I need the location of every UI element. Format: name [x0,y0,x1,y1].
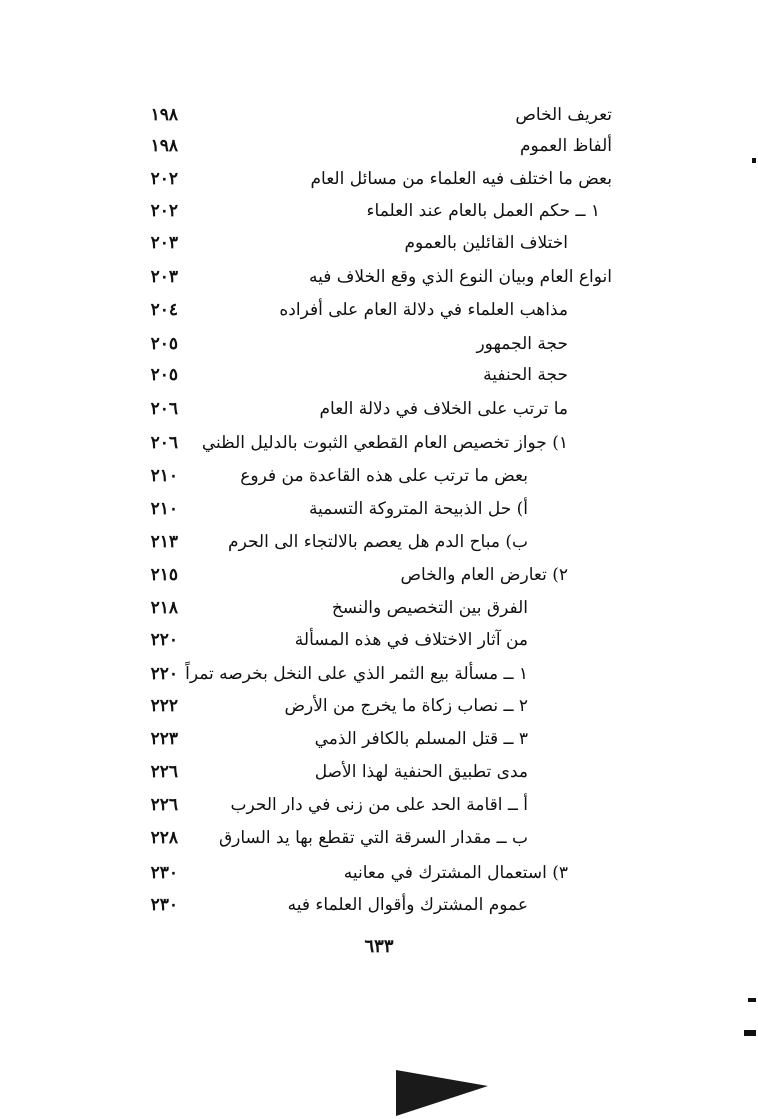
toc-entry-page: ٢٠٢ [150,169,178,189]
toc-entry-page: ١٩٨ [150,136,178,156]
toc-entry-title: اختلاف القائلين بالعموم [404,233,568,253]
toc-entry-page: ٢٢٠ [150,630,178,650]
scan-speck [752,158,756,163]
toc-entry [0,821,758,855]
toc-entry-page: ٢٣٠ [150,863,178,883]
toc-entry [0,459,758,493]
toc-entry-page: ٢٢٨ [150,828,178,848]
toc-entry-title: ألفاظ العموم [519,136,612,156]
toc-entry-title: مذاهب العلماء في دلالة العام على أفراده [279,300,568,320]
toc-entry [0,788,758,822]
toc-entry [0,558,758,592]
scan-shadow [396,1070,488,1116]
toc-entry-title: ٣ ــ قتل المسلم بالكافر الذمي [314,729,528,749]
toc-entry [0,689,758,723]
toc-entry-title: ٢) تعارض العام والخاص [400,565,568,585]
toc-entry [0,888,758,922]
toc-entry [0,722,758,756]
toc-entry-page: ٢٠٤ [150,300,178,320]
toc-entry-title: أ ــ اقامة الحد على من زنى في دار الحرب [230,795,528,815]
toc-entry-page: ١٩٨ [150,105,178,125]
toc-entry-page: ٢٢٢ [150,696,178,716]
toc-entry [0,856,758,890]
toc-entry-title: ب ــ مقدار السرقة التي تقطع بها يد السارق [218,828,528,848]
toc-entry-title: ٣) استعمال المشترك في معانيه [343,863,568,883]
toc-entry-page: ٢٠٥ [150,365,178,385]
toc-entry-title: ٢ ــ نصاب زكاة ما يخرج من الأرض [284,696,528,716]
toc-entry [0,98,758,132]
toc-entry [0,657,758,691]
toc-entry-title: انواع العام وبيان النوع الذي وقع الخلاف فيه [309,267,612,287]
toc-entry-title: ١) جواز تخصيص العام القطعي الثبوت بالدليل الظني [201,433,568,453]
toc-entry-page: ٢١٥ [150,565,178,585]
scan-speck [748,998,756,1002]
toc-entry-page: ٢٢٦ [150,762,178,782]
toc-entry-title: بعض ما ترتب على هذه القاعدة من فروع [240,466,528,486]
toc-entry [0,194,758,228]
toc-entry-title: ١ ــ مسألة بيع الثمر الذي على النخل بخرصه تمراً [185,664,528,684]
toc-entry-title: ب) مباح الدم هل يعصم بالالتجاء الى الحرم [228,532,528,552]
toc-entry-page: ٢٣٠ [150,895,178,915]
toc-entry-title: أ) حل الذبيحة المتروكة التسمية [308,499,528,519]
toc-entry [0,358,758,392]
toc-entry-title: بعض ما اختلف فيه العلماء من مسائل العام [310,169,612,189]
toc-entry-page: ٢٠٥ [150,334,178,354]
toc-entry [0,129,758,163]
scan-speck [744,1030,756,1036]
toc-entry-page: ٢١٣ [150,532,178,552]
toc-entry [0,492,758,526]
toc-entry-title: مدى تطبيق الحنفية لهذا الأصل [314,762,528,782]
toc-entry [0,293,758,327]
toc-entry-page: ٢١٠ [150,499,178,519]
toc-entry-page: ٢٢٠ [150,664,178,684]
toc-entry [0,623,758,657]
toc-entry-title: حجة الحنفية [483,365,568,385]
toc-entry [0,755,758,789]
toc-entry [0,162,758,196]
toc-entry-title: تعريف الخاص [515,105,612,125]
toc-entry-title: ما ترتب على الخلاف في دلالة العام [319,399,568,419]
toc-entry-title: ١ ــ حكم العمل بالعام عند العلماء [366,201,600,221]
page-number: ٦٣٣ [364,936,394,957]
toc-entry [0,392,758,426]
toc-entry-page: ٢٢٦ [150,795,178,815]
toc-entry-page: ٢٠٢ [150,201,178,221]
toc-entry [0,226,758,260]
toc-entry-page: ٢٠٣ [150,267,178,287]
toc-entry-title: من آثار الاختلاف في هذه المسألة [294,630,528,650]
toc-entry-title: الفرق بين التخصيص والنسخ [331,598,528,618]
toc-entry-page: ٢٠٣ [150,233,178,253]
toc-entry [0,260,758,294]
toc-entry-title: عموم المشترك وأقوال العلماء فيه [287,895,528,915]
toc-entry-page: ٢٠٦ [150,433,178,453]
toc-entry-page: ٢١٠ [150,466,178,486]
toc-entry [0,327,758,361]
toc-entry [0,525,758,559]
toc-entry [0,591,758,625]
toc-entry-page: ٢٠٦ [150,399,178,419]
toc-entry [0,426,758,460]
toc-entry-page: ٢١٨ [150,598,178,618]
toc-entry-page: ٢٢٣ [150,729,178,749]
toc-entry-title: حجة الجمهور [476,334,568,354]
